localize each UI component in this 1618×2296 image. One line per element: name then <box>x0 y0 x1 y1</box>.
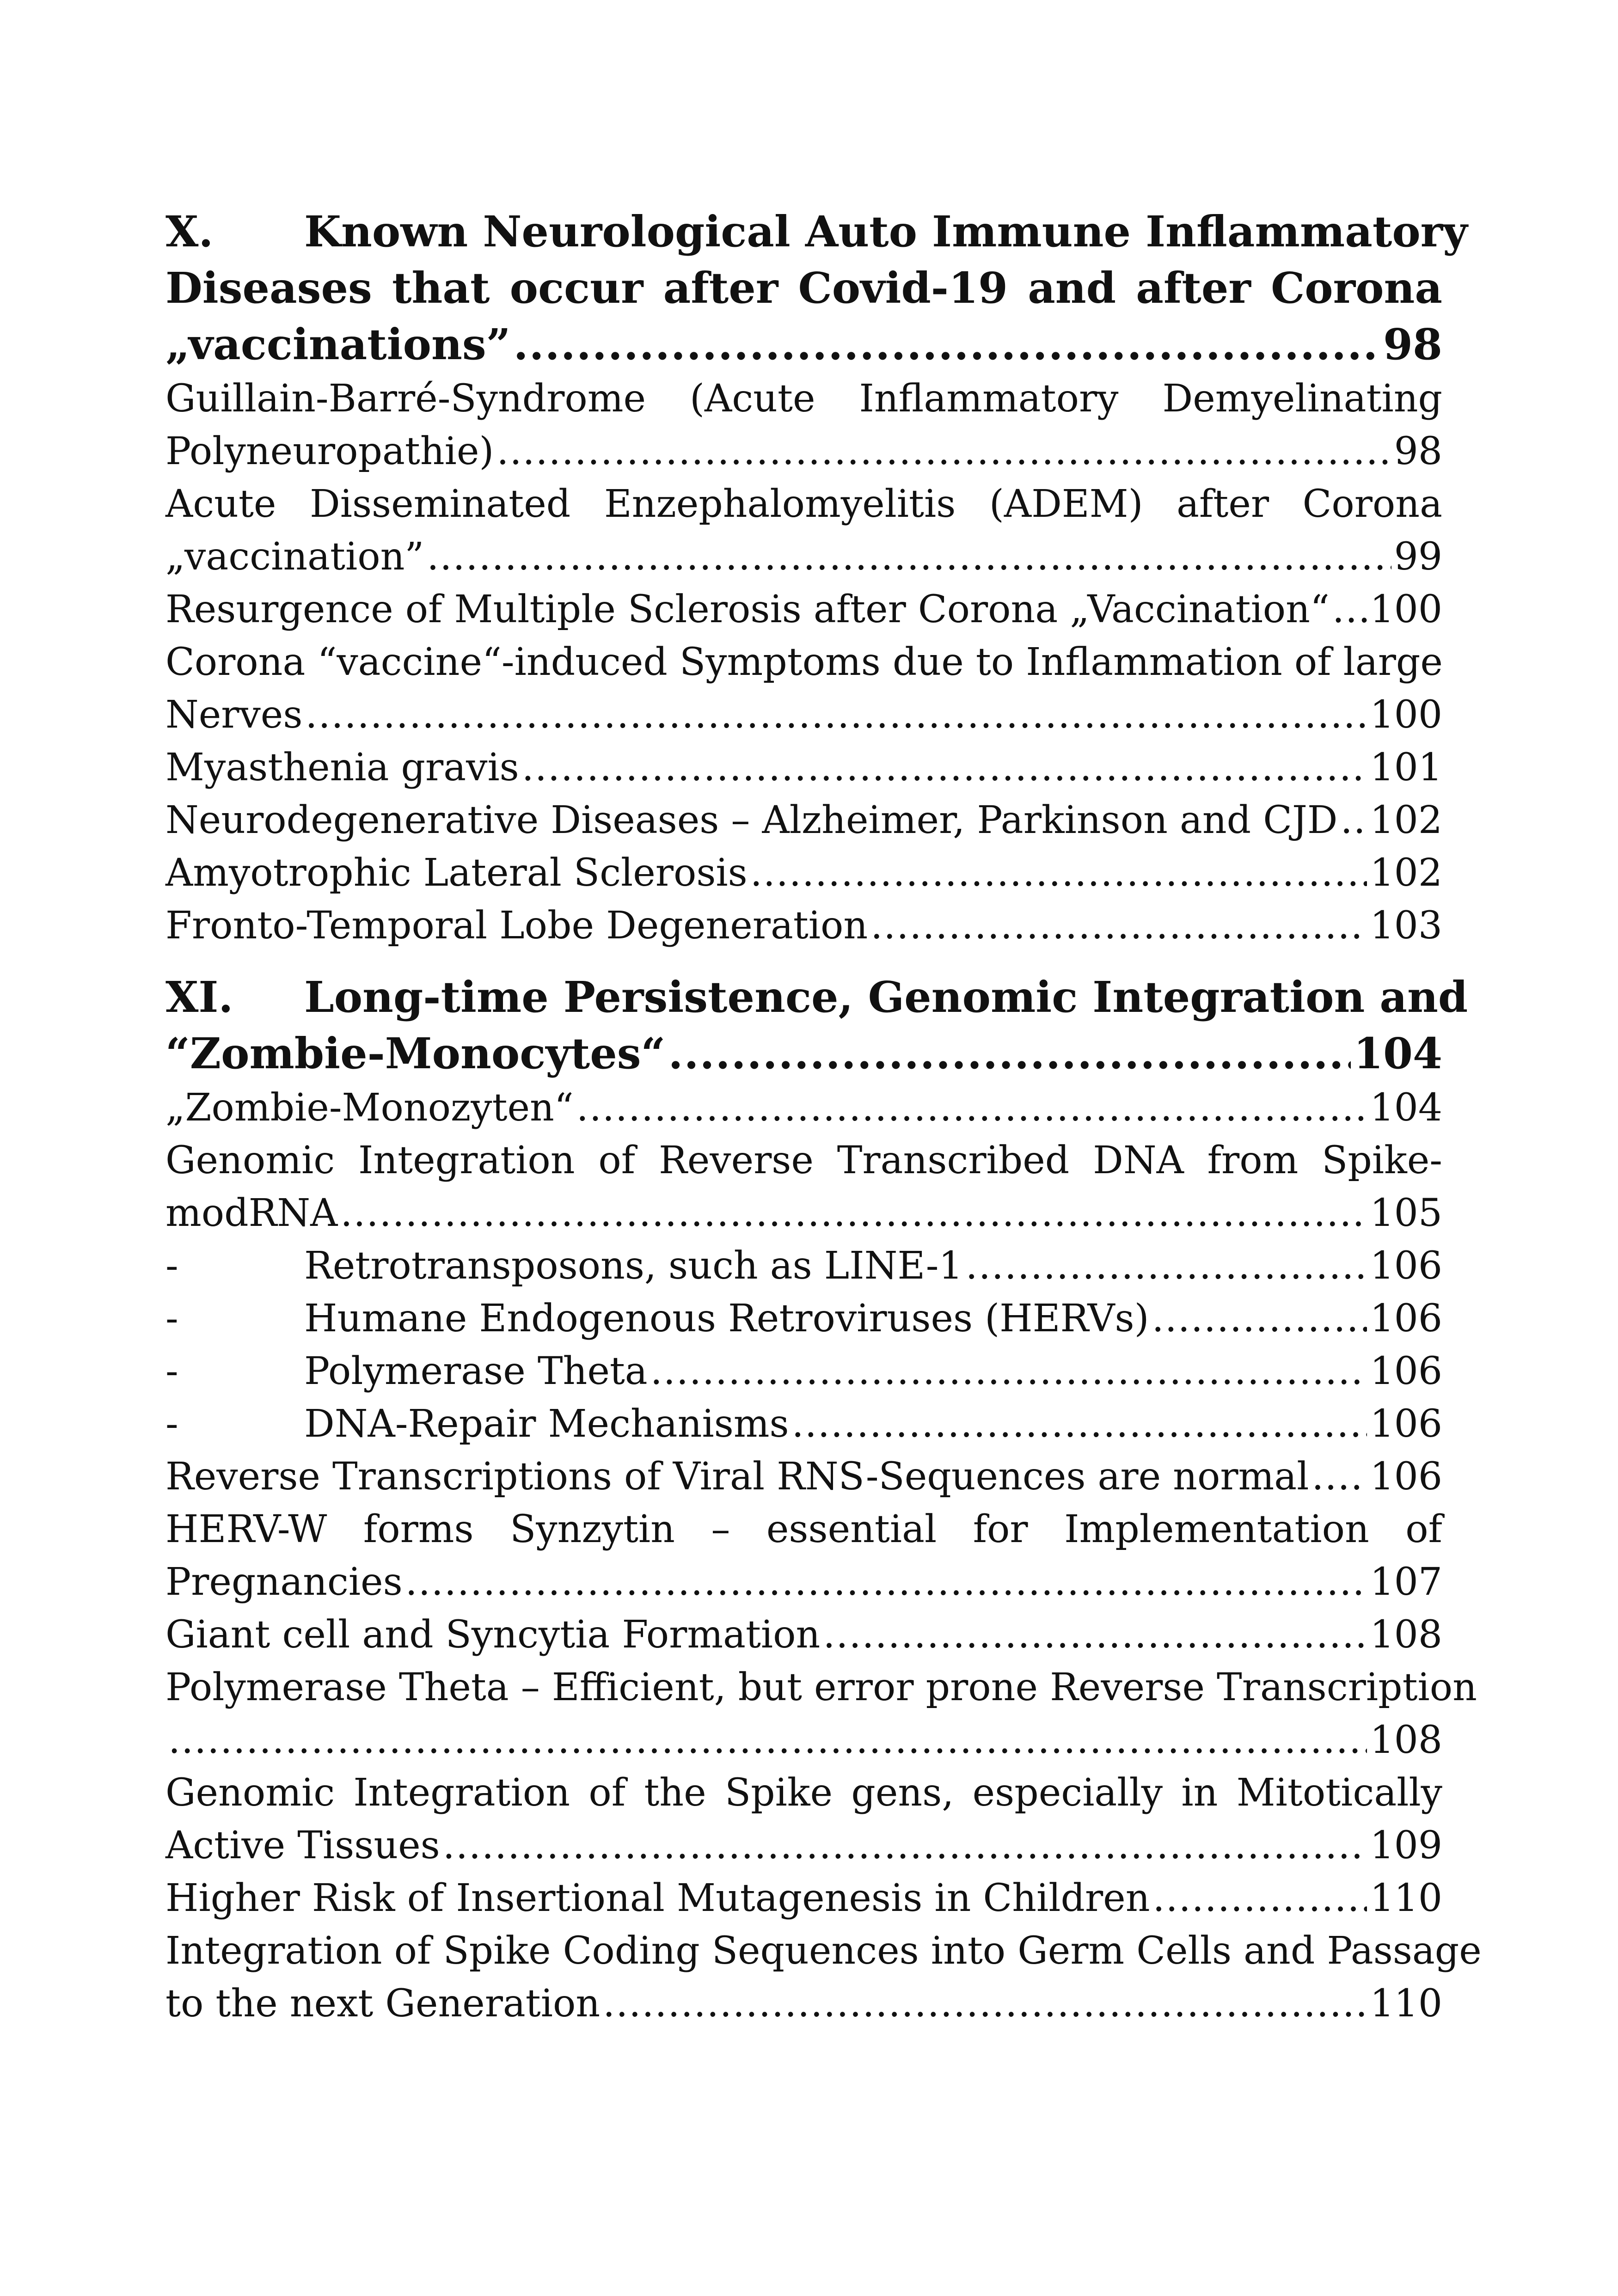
toc-entry-text: Nerves <box>165 693 303 737</box>
dot-leader <box>1153 1872 1367 1925</box>
toc-entry-last-line <box>165 1082 1442 1134</box>
dot-leader <box>603 1978 1367 2030</box>
toc-entry[interactable] <box>165 1767 1442 1872</box>
section-heading[interactable] <box>165 969 1468 1082</box>
toc-entry[interactable] <box>165 583 1442 636</box>
bullet-dash: - <box>165 1244 178 1288</box>
toc-entry-text: Higher Risk of Insertional Mutagenesis in Children <box>165 1876 1150 1920</box>
toc-entry-last-line <box>165 1978 1442 2030</box>
toc-entry[interactable] <box>165 1503 1442 1609</box>
toc-entry-last-line <box>165 1819 1442 1872</box>
section-title-text: „vaccinations” <box>165 319 511 369</box>
toc-entry-text: Humane Endogenous Retroviruses (HERVs) <box>304 1297 1149 1341</box>
toc-entry[interactable] <box>165 1609 1442 1661</box>
section-number: XI. <box>165 972 233 1022</box>
toc-entry[interactable] <box>165 373 1442 478</box>
toc-entry-text: Active Tissues <box>165 1824 440 1867</box>
page-number: 102 <box>1370 798 1442 842</box>
page-number: 106 <box>1370 1244 1442 1288</box>
toc-entry-last-line <box>165 1714 1442 1767</box>
toc-entry-line: Acute Disseminated Enzephalomyelitis (ADEM) after Corona <box>165 482 1442 526</box>
page-number: 98 <box>1394 429 1442 473</box>
toc-entry[interactable] <box>165 847 1442 900</box>
dot-leader <box>168 1714 1367 1767</box>
toc-entry-line: Polymerase Theta – Efficient, but error prone Reverse Transcription <box>165 1665 1477 1709</box>
page-number: 103 <box>1370 904 1442 948</box>
toc-entry[interactable] <box>165 1134 1442 1240</box>
toc-entry-text: Polymerase Theta <box>304 1349 648 1393</box>
toc-entry-text: „Zombie-Monozyten“ <box>165 1086 574 1130</box>
toc-entry-last-line <box>165 1872 1442 1925</box>
toc-entry-last-line <box>165 425 1442 478</box>
section-heading-last-line <box>165 316 1442 373</box>
section-heading[interactable] <box>165 203 1468 373</box>
section-heading-last-line <box>165 1025 1442 1082</box>
dot-leader <box>405 1556 1367 1609</box>
dot-leader <box>870 900 1367 952</box>
toc-entry-text: Neurodegenerative Diseases – Alzheimer, Parkinson and CJD <box>165 798 1338 842</box>
section-title-text: “Zombie-Monocytes“ <box>165 1029 666 1078</box>
toc-entry-line: Guillain-Barré-Syndrome (Acute Inflammatory Demyelinating <box>165 377 1442 421</box>
toc-entry-text: Resurgence of Multiple Sclerosis after Corona „Vaccination“ <box>165 588 1330 631</box>
section-heading-line <box>165 260 1442 316</box>
toc-entry[interactable] <box>165 1345 1442 1398</box>
toc-entry-last-line <box>165 847 1442 900</box>
toc-entry-text: Myasthenia gravis <box>165 746 519 790</box>
page-number: 109 <box>1370 1824 1442 1867</box>
toc-entry[interactable] <box>165 1292 1442 1345</box>
section-heading-line <box>165 969 1468 1025</box>
toc-entry-last-line <box>165 1345 1442 1398</box>
page-number: 110 <box>1370 1982 1442 2026</box>
toc-entry-text: modRNA <box>165 1191 338 1235</box>
dot-leader <box>1341 794 1367 847</box>
toc-entry-last-line <box>165 741 1442 794</box>
section-number: X. <box>165 207 214 257</box>
toc-entry-last-line <box>165 1240 1442 1292</box>
toc-entry-text: Giant cell and Syncytia Formation <box>165 1613 821 1657</box>
toc-entry[interactable] <box>165 794 1442 847</box>
page-number: 106 <box>1370 1297 1442 1341</box>
section-title-text: Diseases that occur after Covid-19 and after Corona <box>165 263 1442 313</box>
toc-entry-text: Retrotransposons, such as LINE-1 <box>304 1244 963 1288</box>
dot-leader <box>1152 1292 1367 1345</box>
dot-leader <box>576 1082 1367 1134</box>
toc-entry[interactable] <box>165 1925 1482 2030</box>
section-gap <box>165 952 1442 969</box>
section-heading-line <box>165 203 1468 260</box>
dot-leader <box>823 1609 1367 1661</box>
toc-entry-line: Integration of Spike Coding Sequences into Germ Cells and Passage <box>165 1929 1482 1973</box>
toc-entry-last-line <box>165 1609 1442 1661</box>
dot-leader <box>305 689 1367 741</box>
dot-leader <box>750 847 1367 900</box>
toc-entry-last-line <box>165 1451 1442 1503</box>
toc-entry-last-line <box>165 531 1442 583</box>
toc-entry-text: Fronto-Temporal Lobe Degeneration <box>165 904 868 948</box>
toc-entry-line: Corona “vaccine“-induced Symptoms due to Inflammation of large <box>165 640 1443 684</box>
page-number: 106 <box>1370 1455 1442 1499</box>
toc-entry[interactable] <box>165 1451 1442 1503</box>
page-number: 105 <box>1370 1191 1442 1235</box>
toc-entry-text: Polyneuropathie) <box>165 429 494 473</box>
toc-entry[interactable] <box>165 478 1442 583</box>
dot-leader <box>668 1025 1351 1082</box>
toc-entry-last-line <box>165 689 1442 741</box>
page-number: 99 <box>1394 535 1442 579</box>
dot-leader <box>650 1345 1367 1398</box>
dot-leader <box>340 1187 1367 1240</box>
toc-entry-last-line <box>165 583 1442 636</box>
toc-entry-last-line <box>165 1292 1442 1345</box>
page-number: 100 <box>1370 588 1442 631</box>
toc-entry-text: DNA-Repair Mechanisms <box>304 1402 789 1446</box>
toc-entry-text: Pregnancies <box>165 1560 403 1604</box>
toc-entry[interactable] <box>165 636 1442 741</box>
toc-entry[interactable] <box>165 1240 1442 1292</box>
toc-entry-last-line <box>165 1187 1442 1240</box>
toc-entry-line: Genomic Integration of Reverse Transcribed DNA from Spike- <box>165 1139 1442 1182</box>
toc-entry-last-line <box>165 900 1442 952</box>
toc-entry[interactable] <box>165 1661 1477 1767</box>
page-number: 101 <box>1370 746 1442 790</box>
page-number: 104 <box>1370 1086 1442 1130</box>
page-number: 102 <box>1370 851 1442 895</box>
toc-entry[interactable] <box>165 1872 1442 1925</box>
bullet-dash: - <box>165 1349 178 1393</box>
section-title-text: Long-time Persistence, Genomic Integration and <box>304 972 1468 1022</box>
page-number: 108 <box>1370 1718 1442 1762</box>
dot-leader <box>514 316 1380 373</box>
dot-leader <box>1312 1451 1367 1503</box>
bullet-dash: - <box>165 1297 178 1341</box>
toc-entry-line: Genomic Integration of the Spike gens, especially in Mitotically <box>165 1771 1442 1815</box>
page-number: 106 <box>1370 1349 1442 1393</box>
dot-leader <box>443 1819 1367 1872</box>
toc-entry[interactable] <box>165 1398 1442 1451</box>
toc-entry-last-line <box>165 794 1442 847</box>
toc-entry[interactable] <box>165 1082 1442 1134</box>
section-title-text: Known Neurological Auto Immune Inflammatory <box>304 207 1468 257</box>
toc-entry-text: Amyotrophic Lateral Sclerosis <box>165 851 748 895</box>
page-number: 108 <box>1370 1613 1442 1657</box>
dot-leader <box>496 425 1391 478</box>
page-number: 110 <box>1370 1876 1442 1920</box>
bullet-dash: - <box>165 1402 178 1446</box>
toc-entry-text: to the next Generation <box>165 1982 601 2026</box>
dot-leader <box>427 531 1391 583</box>
page-number: 106 <box>1370 1402 1442 1446</box>
toc-entry[interactable] <box>165 741 1442 794</box>
toc-entry[interactable] <box>165 900 1442 952</box>
dot-leader <box>792 1398 1367 1451</box>
toc-entry-last-line <box>165 1556 1442 1609</box>
page-number: 107 <box>1370 1560 1442 1604</box>
page-number: 98 <box>1383 319 1442 369</box>
toc-entry-text: Reverse Transcriptions of Viral RNS-Sequences are normal <box>165 1455 1309 1499</box>
page-number: 100 <box>1370 693 1442 737</box>
table-of-contents <box>165 203 1482 2030</box>
dot-leader <box>1332 583 1367 636</box>
dot-leader <box>522 741 1367 794</box>
page-number: 104 <box>1353 1029 1442 1078</box>
toc-entry-text: „vaccination” <box>165 535 424 579</box>
dot-leader <box>966 1240 1367 1292</box>
toc-entry-last-line <box>165 1398 1442 1451</box>
toc-entry-line: HERV-W forms Synzytin – essential for Implementation of <box>165 1507 1442 1551</box>
